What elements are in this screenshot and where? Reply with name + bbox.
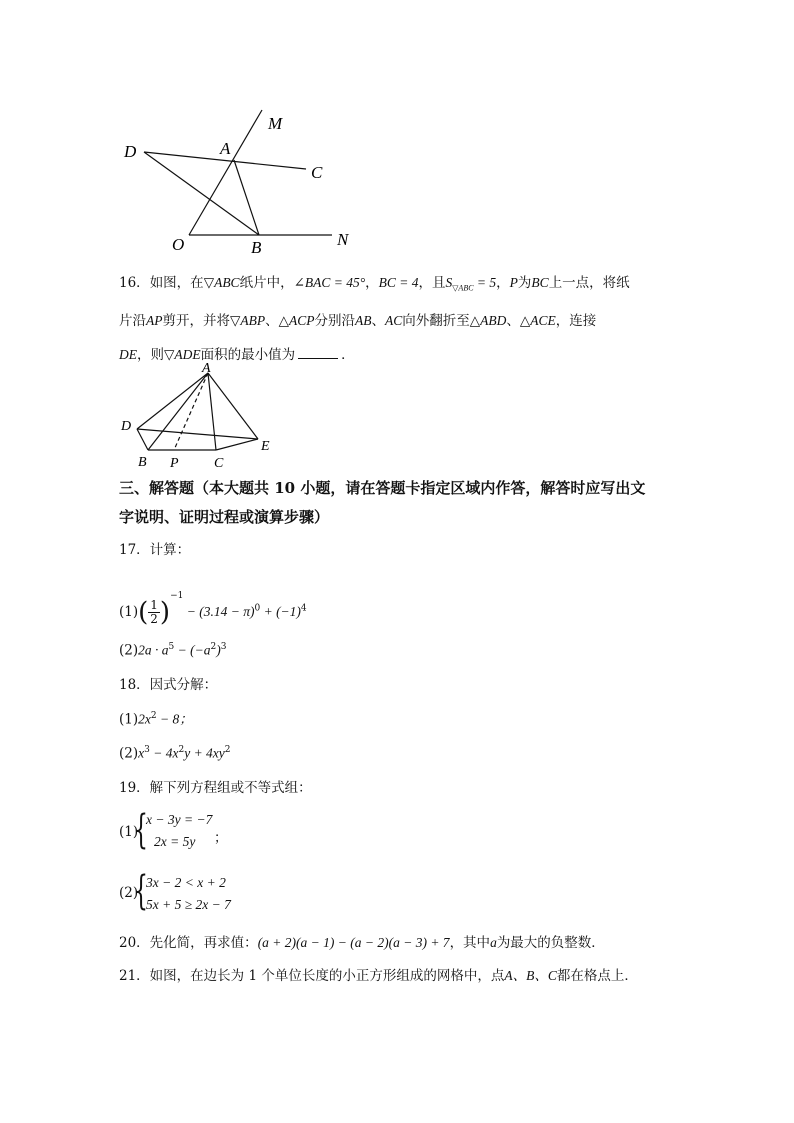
inequality-1: 3x − 2 < x + 2	[146, 875, 226, 890]
exponent: 2	[178, 745, 185, 755]
q16-text: 、	[506, 313, 520, 329]
label-a: A	[202, 362, 211, 376]
label-d: D	[121, 419, 132, 434]
expression: 2x	[138, 711, 151, 727]
figure-angle-mon	[110, 100, 370, 260]
q16-math: △ACE	[519, 313, 556, 328]
q16-text: ，且	[418, 275, 446, 291]
q16-text: 、	[265, 313, 279, 329]
q16-text: 向外翻折至	[402, 313, 470, 329]
label-d: D	[124, 142, 137, 161]
expression: − (3.14 − π)	[183, 604, 255, 619]
exponent: −1	[170, 591, 184, 601]
label-n: N	[337, 230, 349, 249]
line-ab	[234, 160, 259, 235]
expression: − 8；	[156, 711, 193, 727]
expression: − 4x	[149, 745, 179, 761]
part-label: (2)	[119, 885, 139, 901]
label-c: C	[214, 456, 224, 471]
section-three-heading-cont: 字说明、证明过程或演算步骤）	[119, 508, 330, 526]
q16-math: △ABD	[469, 313, 507, 328]
equation-2: 2x = 5y	[154, 834, 196, 849]
segment-db	[137, 429, 148, 450]
expression: 2a · a	[138, 642, 169, 658]
q16-math: AP	[146, 313, 163, 328]
label-p: P	[170, 456, 179, 471]
q16-math: △ACP	[278, 313, 315, 328]
q16-line1	[119, 273, 630, 299]
q16-text: 纸片中，	[239, 275, 294, 291]
q16-math: AC	[385, 313, 403, 328]
part-label: (2)	[119, 642, 139, 659]
label-e: E	[261, 439, 270, 454]
q16-text: ，	[496, 275, 510, 291]
expression: − (−a	[174, 642, 211, 658]
paren-left: (	[138, 597, 149, 628]
q16-math: BC	[531, 275, 549, 290]
q16-text: 分别沿	[314, 313, 356, 329]
expression: )	[216, 642, 221, 658]
q20-expression: (a + 2)(a − 1) − (a − 2)(a − 3) + 7	[257, 935, 450, 950]
q21-text-part: 都在格点上．	[556, 968, 638, 984]
segment-ab	[148, 373, 208, 450]
segment-ad	[137, 373, 208, 429]
answer-blank[interactable]	[298, 345, 338, 359]
q20-label: 20．先化简，再求值：	[119, 935, 258, 951]
q16-text: ，	[365, 275, 379, 291]
q16-math: BC = 4	[378, 275, 419, 290]
q17-part2	[119, 637, 226, 661]
q16-text: ，则	[137, 347, 164, 363]
q16-area-subscript: ▽ABC	[452, 283, 474, 293]
q21-points: A、B、C	[504, 968, 557, 983]
q16-math: ∠BAC = 45°	[293, 275, 366, 290]
figure-folded-triangle	[115, 362, 285, 474]
brace: {	[134, 807, 148, 853]
inequality-2: 5x + 5 ≥ 2x − 7	[146, 897, 231, 912]
fraction-denominator: 2	[150, 612, 158, 626]
q16-text: 片沿	[119, 313, 146, 329]
q17-part1	[119, 578, 307, 631]
exponent: 3	[144, 745, 150, 755]
label-c: C	[311, 163, 323, 182]
segment-ap-dashed	[174, 373, 208, 450]
punctuation: ；	[214, 830, 228, 846]
label-b: B	[138, 455, 147, 470]
q16-math: P	[509, 275, 518, 290]
label-b: B	[251, 238, 262, 257]
q16-text: 上一点，将纸	[548, 275, 630, 291]
part-label: (1)	[119, 824, 139, 840]
part-label: (2)	[119, 745, 139, 762]
q16-text: 剪开，并将	[162, 313, 230, 329]
segment-de	[137, 429, 258, 439]
q16-line2	[119, 311, 596, 331]
q16-text: ．	[341, 347, 355, 363]
label-a: A	[220, 139, 231, 158]
fraction-numerator: 1	[150, 598, 158, 612]
q21-text	[119, 966, 638, 986]
part-label: (1)	[119, 711, 139, 728]
q16-math: DE	[119, 347, 137, 362]
segment-ac	[208, 373, 216, 450]
part-label: (1)	[119, 604, 139, 620]
q16-text: 如图，在	[149, 275, 204, 291]
q18-heading: 18．因式分解：	[119, 677, 218, 693]
exponent: 2	[150, 711, 157, 721]
expression: y + 4xy	[184, 745, 225, 761]
q20-text-part: ，其中	[449, 935, 491, 951]
q16-math: ▽ABC	[203, 275, 240, 290]
exponent: 0	[254, 603, 261, 614]
q20-text-part: 为最大的负整数．	[496, 935, 605, 951]
section-three-heading: 三、解答题（本大题共 10 小题，请在答题卡指定区域内作答，解答时应写出文	[119, 479, 646, 497]
exponent: 4	[300, 603, 307, 614]
exponent: 3	[220, 642, 227, 652]
line-db	[144, 152, 259, 235]
label-m: M	[268, 114, 283, 133]
q21-label: 21．如图，在边长为 1 个单位长度的小正方形组成的网格中，点	[119, 968, 505, 984]
q16-text: 、	[371, 313, 386, 329]
q19-part1-system	[119, 807, 319, 856]
equation-1: x − 3y = −7	[146, 812, 213, 827]
expression: x	[138, 745, 145, 761]
exponent: 2	[224, 745, 231, 755]
ray-om	[189, 110, 262, 235]
q19-part2-system	[119, 868, 339, 917]
brace: {	[134, 868, 148, 914]
expression: + (−1)	[260, 604, 301, 619]
q17-heading: 17．计算：	[119, 542, 191, 558]
q16-math: ▽ADE	[164, 347, 201, 362]
label-o: O	[172, 235, 185, 254]
paren-right: )	[159, 597, 171, 628]
exponent: 2	[210, 642, 217, 652]
segment-ce	[216, 439, 258, 450]
q20-variable: a	[490, 935, 497, 950]
q16-math: ▽ABP	[230, 313, 266, 328]
exponent: 5	[168, 642, 175, 652]
segment-ea	[208, 373, 258, 439]
q16-area-symbol: S	[445, 275, 453, 290]
q16-math: AB	[355, 313, 372, 328]
q16-text: 为	[517, 275, 532, 291]
fraction	[148, 599, 160, 626]
q16-text: 面积的最小值为	[200, 347, 296, 363]
q19-heading: 19．解下列方程组或不等式组：	[119, 780, 312, 796]
q18-part2	[119, 740, 231, 764]
q20-text	[119, 933, 605, 953]
q16-text: ，连接	[555, 313, 597, 329]
q16-math: = 5	[473, 275, 497, 290]
q18-part1	[119, 706, 193, 730]
q16-number: 16．	[119, 275, 150, 291]
